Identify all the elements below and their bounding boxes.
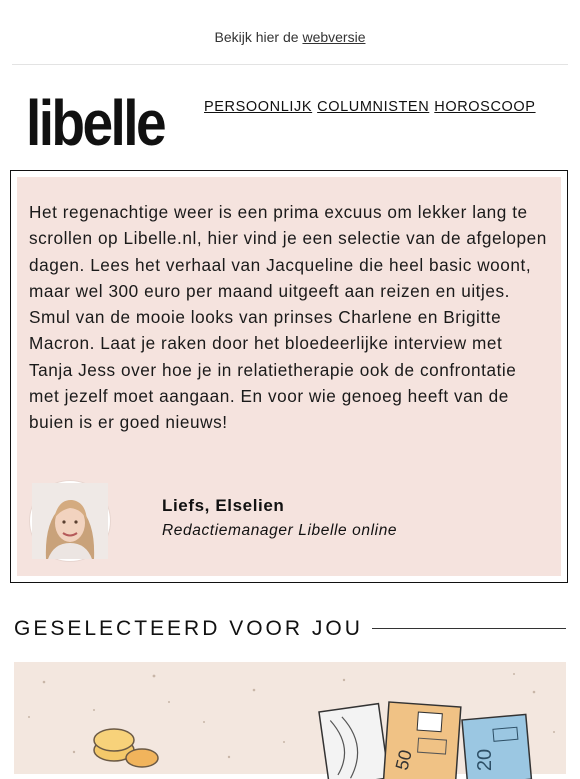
svg-text:libelle: libelle <box>26 87 166 159</box>
signoff-role: Redactiemanager Libelle online <box>162 522 398 539</box>
section-title-line <box>372 628 566 629</box>
svg-text:20: 20 <box>473 748 496 772</box>
main-nav <box>204 99 541 115</box>
intro-box <box>10 170 568 583</box>
header-divider <box>12 64 568 65</box>
signoff-name: Liefs, Elselien <box>162 496 285 515</box>
libelle-logo[interactable] <box>26 82 166 159</box>
money-illustration <box>14 662 566 774</box>
webversion-line <box>0 29 580 45</box>
webversion-link[interactable]: webversie <box>302 29 366 45</box>
libelle-logo-wordmark <box>26 82 166 159</box>
top-bar <box>0 0 580 64</box>
intro-panel <box>17 177 561 576</box>
nav-columnisten[interactable]: COLUMNISTEN <box>317 99 430 115</box>
nav-persoonlijk[interactable]: PERSOONLIJK <box>204 99 313 115</box>
editor-avatar <box>30 481 110 561</box>
nav-horoscoop[interactable]: HOROSCOOP <box>434 99 536 115</box>
webversion-prefix: Bekijk hier de <box>214 29 299 45</box>
section-title: GESELECTEERD VOOR JOU <box>14 617 363 640</box>
svg-text:50: 50 <box>391 747 416 773</box>
intro-text: Het regenachtige weer is een prima excuus om lekker lang te scrollen op Libelle.nl, hier vind je een selectie van de afgelopen dagen. Lees het verhaal van Jacqueline die heel basic woont, maar wel 300 euro per maand uitgeeft aan reizen en uitjes. Smul van de mooie looks van prinses Charlene en Brigitte Macron. Laat je raken door het bloedeerlijke interview met Tanja Jess over hoe je in relatietherapie ook de confrontatie met jezelf moet aangaan. En voor wie genoeg heeft van de buien is er goed nieuws! <box>29 202 547 433</box>
featured-article-image[interactable] <box>14 662 566 774</box>
